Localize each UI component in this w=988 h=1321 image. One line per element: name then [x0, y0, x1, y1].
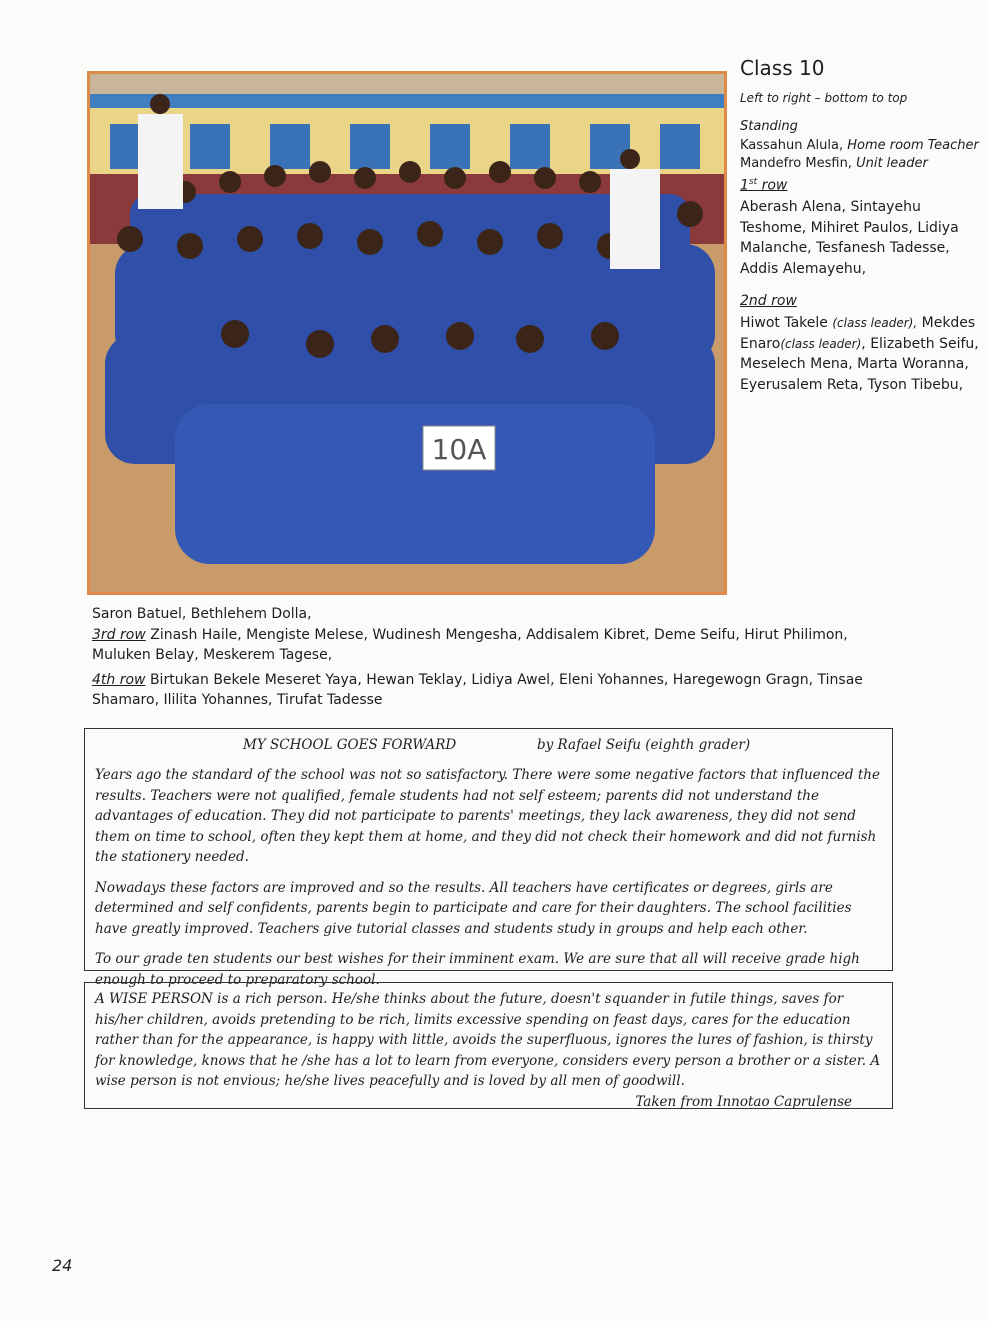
row3-label: 3rd row: [92, 626, 146, 643]
article-title: MY SCHOOL GOES FORWARD: [243, 737, 457, 753]
photo-caption: [740, 56, 980, 395]
article-header: [95, 735, 882, 757]
row4-line: [92, 670, 892, 711]
class-photo: [87, 71, 727, 595]
row2-continued: Saron Batuel, Bethlehem Dolla,: [92, 606, 312, 622]
standing-person-2: Mandefro Mesfin, Unit leader: [740, 156, 928, 171]
row3-names: Zinash Haile, Mengiste Melese, Wudinesh Mengesha, Addisalem Kibret, Deme Seifu, Hirut Philimon, Muluken Belay, Meskerem Tagese,: [92, 626, 848, 663]
row1-label: 1st row: [740, 176, 788, 194]
row4-names: Birtukan Bekele Meseret Yaya, Hewan Teklay, Lidiya Awel, Eleni Yohannes, Haregewogn Gragn, Tinsae Shamaro, Ililita Yohannes, Tirufat Tadesse: [92, 671, 863, 708]
article-paragraph-1: Years ago the standard of the school was not so satisfactory. There were some negative factors that influenced the results. Teachers were not qualified, female students had not self esteem; parents did not understand the advantages of education. They did not participate to parents' meetings, they lack awareness, they did not send them on time to school, often they kept them at home, and they did not check their homework and did not furnish the stationery needed.: [95, 767, 880, 865]
caption-title: Class 10: [740, 56, 825, 80]
article-paragraph-2: Nowadays these factors are improved and so the results. All teachers have certificates or degrees, girls are determined and self confidents, parents begin to participate and care for their daughters. The school facilities have greatly improved. Teachers give tutorial classes and students study in groups and help each other.: [95, 879, 852, 937]
standing-label: Standing: [740, 119, 798, 134]
wise-person-text: A WISE PERSON is a rich person. He/she thinks about the future, doesn't squander in futile things, saves for his/her children, avoids pretending to be rich, limits excessive spending on feast days, cares for the education rather than for the appearance, is happy with little, avoids the superfluous, ignores the lures of fashion, is thirsty for knowledge, knows that he /she has a lot to learn from everyone, considers every person a brother or a sister. A wise person is not envious; he/she lives peacefully and is loved by all men of goodwill. Taken from Innotao Caprulense: [95, 989, 882, 1092]
page-number: 24: [52, 1256, 73, 1275]
article-byline: by Rafael Seifu (eighth grader): [537, 737, 751, 753]
row2-names: Hiwot Takele (class leader), Mekdes Enaro(class leader), Elizabeth Seifu, Meselech Mena, Marta Woranna, Eyerusalem Reta, Tyson Tibebu,: [740, 315, 979, 393]
row1-names: Aberash Alena, Sintayehu Teshome, Mihiret Paulos, Lidiya Malanche, Tesfanesh Tadesse, Addis Alemayehu,: [740, 199, 959, 277]
article-paragraph-3: To our grade ten students our best wishes for their imminent exam. We are sure that all will receive grade high enough to proceed to preparatory school.: [95, 951, 860, 988]
article-box: [84, 728, 893, 988]
standing-person-1: Kassahun Alula, Home room Teacher: [740, 137, 979, 153]
standing-section: [740, 118, 980, 174]
row4-label: 4th row: [92, 671, 146, 688]
row2-label: 2nd row: [740, 293, 797, 310]
wise-person-box: [84, 982, 893, 1109]
row3-line: [92, 625, 892, 666]
caption-subtitle: Left to right – bottom to top: [740, 91, 908, 105]
wise-person-credit: Taken from Innotao Caprulense: [635, 1093, 852, 1110]
name-rows: [92, 604, 892, 711]
class-sign-text: 10A: [431, 433, 487, 466]
class-photo-illustration: [90, 74, 724, 592]
